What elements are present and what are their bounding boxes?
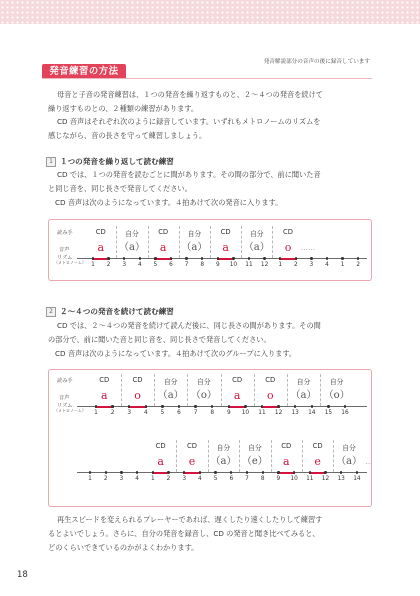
chart2b-beat-dot — [89, 471, 91, 473]
chart2a-reader-3: 自分 — [163, 378, 178, 386]
chart1-beat-dot — [154, 257, 156, 259]
chart2b-reader-1: CD — [155, 442, 166, 450]
chart2a-divider — [121, 374, 122, 406]
chart2a-beat-dot — [111, 405, 113, 407]
chart2a-beat-dot — [261, 405, 263, 407]
chart2a-beat-number: 4 — [143, 410, 148, 416]
chart2b-beat-dot — [262, 471, 264, 473]
chart2a-beat-dot — [327, 405, 329, 407]
chart2a-beat-number: 12 — [274, 410, 283, 416]
chart2b-beat-dot — [167, 471, 169, 473]
chart2a-sound-7: （a） — [290, 390, 317, 401]
chart1-sound-1: a — [97, 241, 105, 254]
chart1-reader-1: CD — [95, 228, 106, 236]
chart1-divider — [148, 226, 149, 258]
chart2a-beat-number: 10 — [241, 410, 250, 416]
section1-number: 1 — [46, 157, 56, 167]
chart2b-beat-dot — [293, 471, 295, 473]
chart2a-divider — [221, 374, 222, 406]
chart1-beat-dot — [263, 257, 265, 259]
section2-heading — [46, 306, 174, 317]
chart2b-sound-2: e — [188, 455, 196, 468]
chart1-beat-dot — [107, 257, 109, 259]
section2-text-3: CD 音声は次のようになっています。４拍あけて次のグループに入ります。 — [55, 349, 297, 358]
chart2b-reader-6: CD — [312, 442, 323, 450]
chart1-sound-7: o — [284, 241, 292, 254]
chart2a-beat-number: 9 — [226, 410, 231, 416]
chart2b-beat-dot — [199, 471, 201, 473]
chart1-beat-number: 6 — [169, 262, 173, 268]
chart2a-reader-2: CD — [132, 376, 143, 384]
chart2a-sound-3: （a） — [157, 390, 184, 401]
chart1-beat-number: 10 — [229, 262, 238, 268]
chart2a-beat-number: 5 — [160, 410, 165, 416]
chart2a-beat-dot — [228, 405, 230, 407]
chart2b-beat-dot — [324, 471, 326, 473]
chart2a-divider — [320, 374, 321, 406]
chart2a-beat-dot — [194, 405, 196, 407]
chart2a-beat-number: 1 — [94, 410, 98, 416]
chart2b-beat-dot — [309, 471, 311, 473]
chart2a-beat-number: 11 — [258, 410, 266, 416]
chart1-beat-number: 12 — [260, 262, 269, 268]
chart2b-beat-number: 6 — [229, 476, 234, 482]
chart2a-sound-8: （o） — [323, 390, 350, 401]
chart2a-reader-4: 自分 — [197, 378, 211, 386]
chart1-beat-number: 3 — [309, 262, 314, 268]
chart2b-beat-number: 3 — [119, 476, 124, 482]
chart1-divider — [179, 226, 180, 258]
chart2a-axis — [77, 406, 367, 407]
chart1-beat-number: 8 — [200, 262, 205, 268]
chart2b-sound-1: a — [157, 455, 164, 468]
chart2a-reader-6: CD — [265, 376, 276, 384]
chart1-beat-number: 1 — [340, 262, 345, 268]
chart2b-beat-number: 13 — [337, 476, 345, 482]
chart2b-beat-dot — [356, 471, 358, 473]
chart1-beat-number: 11 — [245, 262, 253, 268]
chart1-beat-dot — [326, 257, 328, 259]
chart2a-beat-dot — [161, 405, 163, 407]
chart2a-sound-2: o — [134, 389, 141, 402]
chart2a-divider — [254, 374, 255, 406]
chart2a-divider — [187, 374, 188, 406]
chart1-reader-4: 自分 — [187, 230, 202, 238]
chart1-beat-number: 4 — [325, 262, 329, 268]
chart2b-sound-3: （a） — [210, 456, 237, 467]
chart1-beat-dot — [232, 257, 234, 259]
chart2b-beat-dot — [105, 471, 107, 473]
chart1-beat-number: 2 — [106, 262, 111, 268]
chart2a-label-reader: 読み手 — [57, 378, 73, 384]
chart2a-beat-dot — [344, 405, 346, 407]
chart2b-beat-number: 4 — [198, 476, 202, 482]
chart1-reader-3: CD — [158, 228, 169, 236]
chart1-divider — [272, 226, 273, 258]
closing-line-2: るとよいでしょう。さらに、自分の発音を録音し、CD の発音と聞き比べてみると、 — [48, 529, 320, 538]
chart1-beat-number: 1 — [278, 262, 283, 268]
chart1-beat-dot — [248, 257, 250, 259]
closing-line-1: 再生スピードを変えられるプレーヤーであれば、遅くしたり速くしたりして練習す — [57, 515, 323, 524]
section1-heading — [46, 156, 174, 167]
chart1-reader-2: 自分 — [125, 230, 139, 238]
chart2a-sound-5: a — [233, 389, 241, 402]
section1-title: １つの発音を繰り返して読む練習 — [60, 157, 174, 166]
chart2a-beat-dot — [244, 405, 246, 407]
section1-text-1: CD では、１つの発音を読むごとに間があります。その間の部分で、前に聞いた音 — [57, 170, 321, 179]
chart1-sound-2: （a） — [119, 242, 145, 253]
section2-number: 2 — [46, 307, 56, 317]
chart1-beat-dot — [341, 257, 343, 259]
chart1-label-reader: 読み手 — [57, 230, 73, 236]
chart2b-reader-5: CD — [281, 442, 292, 450]
chart1-sound-5: a — [222, 241, 229, 254]
chart2b-divider — [176, 440, 177, 472]
chart2b-beat-number: 3 — [182, 476, 187, 482]
chart1-label-rhythm: リズム — [57, 255, 73, 261]
chart1-label-rhythm-sub: （メトロノーム） — [54, 260, 86, 265]
chart2b-beat-number: 1 — [88, 476, 92, 482]
chart2a-beat-number: 15 — [324, 410, 333, 416]
chart2a-reader-5: CD — [232, 376, 243, 384]
chart2b-sound-5: a — [282, 455, 290, 468]
chart2b-divider — [239, 440, 240, 472]
chart2a-label-rhythm-sub: （メトロノーム） — [54, 408, 86, 413]
chart1-beat-number: 2 — [293, 262, 298, 268]
chart2b-beat-dot — [136, 471, 138, 473]
chart1-divider — [210, 226, 211, 258]
intro-line-3: CD 音声はそれぞれ次のように録音しています。いずれもメトロノームのリズムを — [57, 117, 321, 126]
chart2b-divider — [271, 440, 272, 472]
chart1-reader-6: 自分 — [250, 230, 264, 238]
chart2a-beat-number: 14 — [308, 410, 316, 416]
chart2b-reader-7: 自分 — [342, 444, 356, 452]
closing-line-3: どのくらいできているのかがよくわかります。 — [48, 543, 199, 552]
chart2b-beat-dot — [246, 471, 248, 473]
chart1-ellipsis: …… — [301, 244, 315, 252]
chart2b-ellipsis: … — [365, 458, 373, 466]
chart2a-reader-8: 自分 — [329, 378, 344, 386]
chart1-beat-number: 1 — [91, 262, 95, 268]
intro-line-1: 母音と子音の発音練習は、１つの発音を繰り返すものと、２～４つの発音を続けて — [57, 90, 323, 99]
chart2a-beat-dot — [178, 405, 180, 407]
section-title: 発音練習の方法 — [42, 64, 126, 79]
chart2a-sound-1: a — [101, 389, 108, 402]
chart2a-divider — [287, 374, 288, 406]
chart1-beat-number: 3 — [122, 262, 127, 268]
chart2a-label-sound: 音声 — [59, 395, 70, 401]
chart2b-divider — [302, 440, 303, 472]
chart2a-beat-number: 2 — [110, 410, 115, 416]
chart2a-beat-number: 6 — [177, 410, 181, 416]
chart1-sound-6: （a） — [243, 242, 270, 253]
section2-text-2: の部分で、前に聞いた音と同じ音を、同じ長さで発音してください。 — [48, 335, 271, 344]
chart1-divider — [116, 226, 117, 258]
section1-text-2: と同じ音を、同じ長さで発音してください。 — [48, 184, 192, 193]
chart1-label-sound: 音声 — [59, 247, 70, 253]
chart1-beat-number: 9 — [215, 262, 220, 268]
chart1-beat-dot — [185, 257, 187, 259]
chart2a-sound-4: （o） — [190, 390, 217, 401]
chart2a-beat-dot — [311, 405, 313, 407]
chart2a-beat-number: 8 — [210, 410, 215, 416]
chart2b-sound-6: e — [314, 455, 321, 468]
chart2a-beat-number: 13 — [291, 410, 299, 416]
chart2b-beat-number: 10 — [290, 476, 298, 482]
chart2b-beat-number: 1 — [150, 476, 155, 482]
chart2b-reader-3: 自分 — [216, 444, 231, 452]
chart2b-divider — [208, 440, 209, 472]
chart2b-beat-number: 11 — [306, 476, 314, 482]
chart1-beat-number: 2 — [356, 262, 361, 268]
chart2b-beat-number: 5 — [213, 476, 218, 482]
chart2a-beat-number: 16 — [341, 410, 349, 416]
chart1-beat-number: 7 — [184, 262, 189, 268]
chart2b-sound-7: （a） — [336, 456, 363, 467]
chart2b-beat-number: 7 — [245, 476, 249, 482]
chart2b-beat-number: 12 — [321, 476, 330, 482]
chart2b-beat-number: 2 — [166, 476, 171, 482]
chart2a-sound-6: o — [266, 389, 274, 402]
chart2b-sound-4: （e） — [241, 456, 268, 467]
chart2b-beat-number: 4 — [135, 476, 139, 482]
chart2-panel — [48, 369, 372, 507]
chart2b-reader-4: 自分 — [248, 444, 262, 452]
chart2a-reader-7: 自分 — [296, 378, 311, 386]
chart2b-beat-dot — [152, 471, 154, 473]
chart1-beat-dot — [217, 257, 219, 259]
chart1-sound-3: a — [159, 241, 167, 254]
chart1-beat-dot — [310, 257, 312, 259]
chart2b-beat-number: 8 — [260, 476, 265, 482]
chart2a-divider — [154, 374, 155, 406]
header-note: 発音解説部分の音声の後に録音しています — [263, 59, 370, 65]
chart2b-beat-number: 2 — [103, 476, 108, 482]
chart2a-beat-dot — [145, 405, 147, 407]
chart1-beat-dot — [139, 257, 141, 259]
section1-text-3: CD 音声は次のようになっています。４拍あけて次の発音に入ります。 — [55, 198, 283, 207]
chart1-beat-number: 4 — [137, 262, 142, 268]
chart2b-beat-dot — [214, 471, 216, 473]
chart2a-beat-number: 3 — [127, 410, 132, 416]
chart1-beat-number: 5 — [153, 262, 158, 268]
chart1-beat-dot — [170, 257, 172, 259]
chart2b-beat-dot — [120, 471, 122, 473]
chart1-divider — [241, 226, 242, 258]
chart2a-reader-1: CD — [99, 376, 110, 384]
chart1-sound-4: （a） — [181, 242, 208, 253]
chart2b-beat-number: 9 — [276, 476, 281, 482]
page-number: 18 — [17, 570, 28, 580]
chart1-beat-dot — [295, 257, 297, 259]
section2-text-1: CD では、２～４つの発音を続けて読んだ後に、同じ長さの間があります。その間 — [57, 321, 321, 330]
intro-line-2: 繰り返すものとの、２種類の練習があります。 — [48, 103, 199, 113]
chart1-beat-dot — [92, 257, 94, 259]
chart2a-beat-dot — [95, 405, 97, 407]
section2-title: ２～４つの発音を続けて読む練習 — [60, 307, 174, 316]
top-decorative-band — [0, 0, 420, 24]
chart1-panel — [48, 219, 372, 281]
chart2b-beat-number: 14 — [353, 476, 361, 482]
section-title-underline — [42, 78, 372, 79]
chart1-reader-5: CD — [220, 228, 231, 236]
intro-line-4: 感じながら、音の長さを守って練習しましょう。 — [48, 130, 207, 140]
chart2a-beat-dot — [277, 405, 279, 407]
chart2a-label-rhythm: リズム — [57, 403, 73, 409]
chart2b-reader-2: CD — [187, 442, 198, 450]
chart2a-sound-bar-2 — [128, 406, 147, 408]
chart1-reader-7: CD — [283, 228, 293, 236]
chart2b-beat-dot — [277, 471, 279, 473]
chart2a-beat-number: 7 — [193, 410, 198, 416]
chart2b-divider — [333, 440, 334, 472]
